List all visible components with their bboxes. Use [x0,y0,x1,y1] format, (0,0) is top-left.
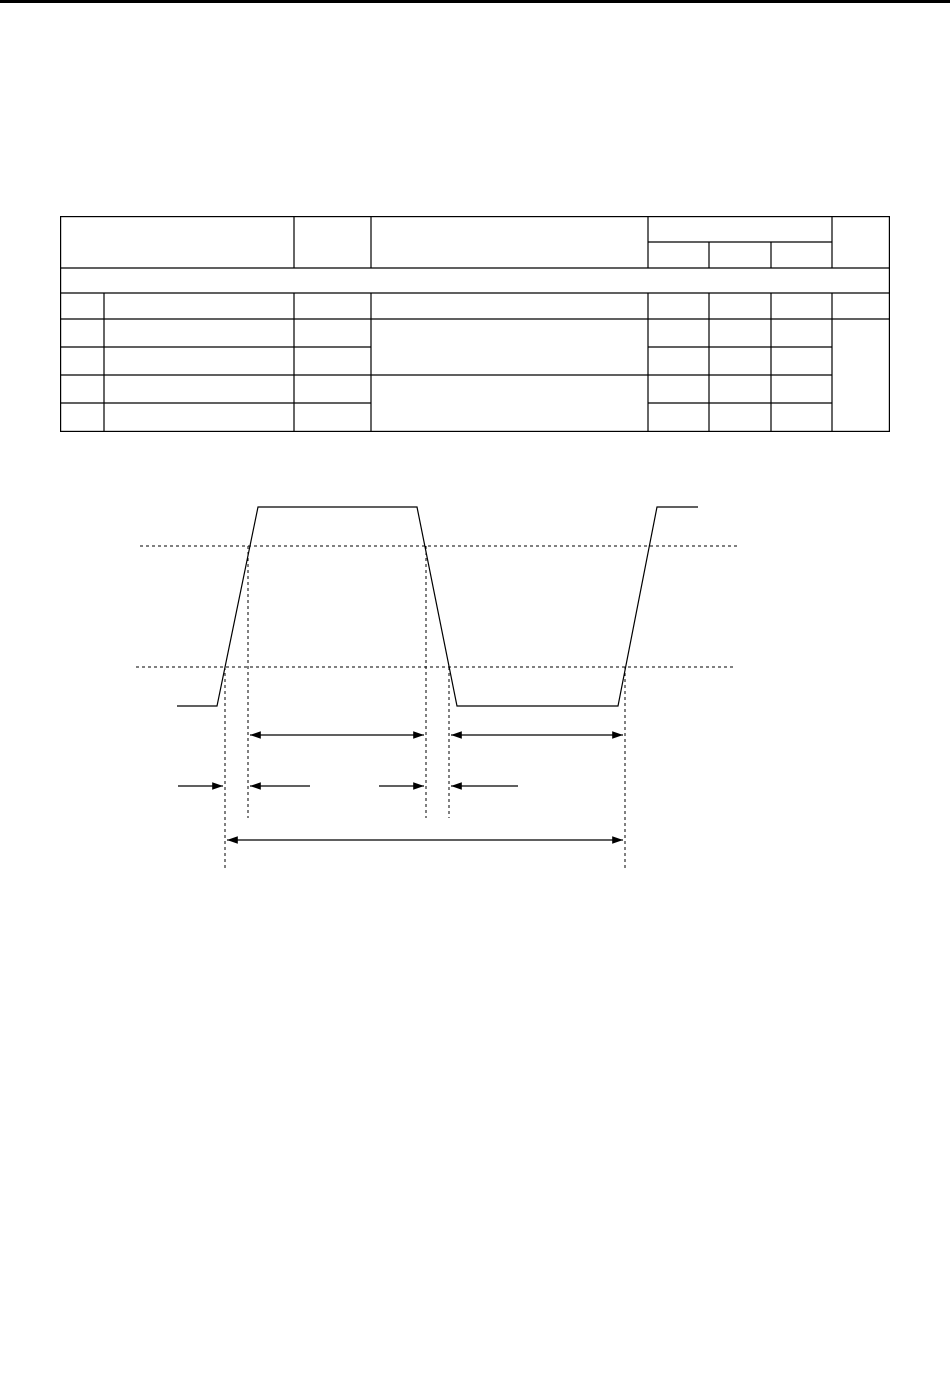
signal-waveform [177,507,698,706]
